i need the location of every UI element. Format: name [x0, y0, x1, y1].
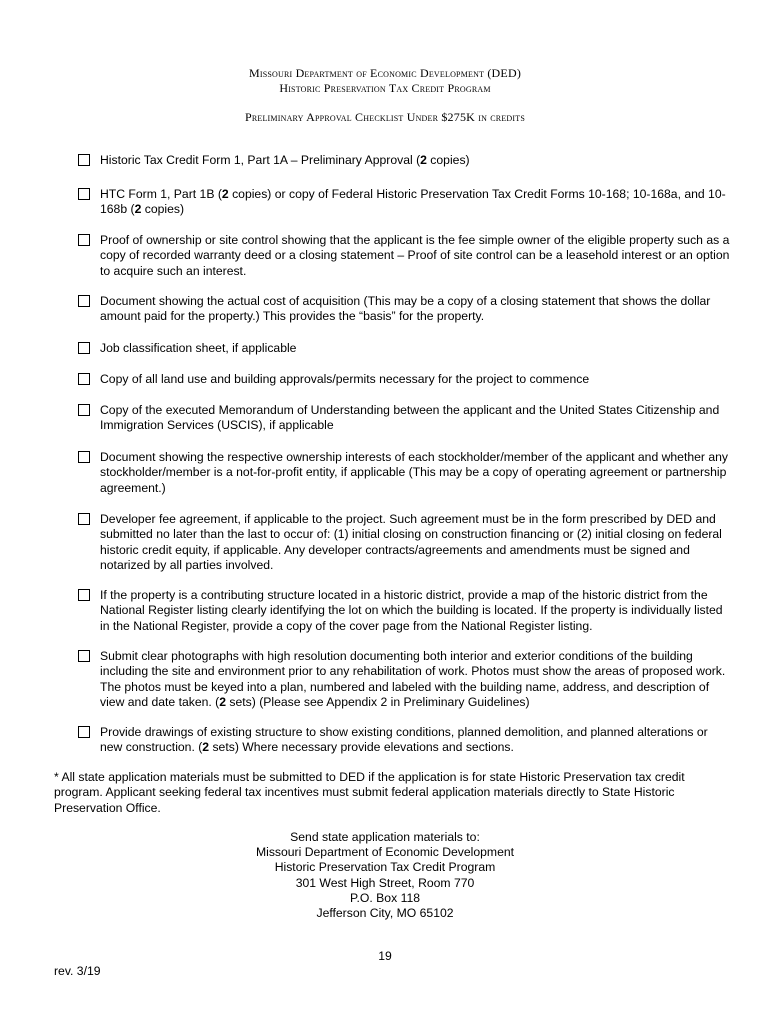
checklist-item [78, 403, 733, 434]
checklist-item-text: Proof of ownership or site control showing that the applicant is the fee simple owner of the eligible property such as a copy of recorded warranty deed or a closing statement – Proof of site control can be a leasehold interest or an option to acquire such an interest. [100, 233, 730, 278]
header-agency [0, 66, 770, 81]
checklist-item [78, 649, 733, 711]
checklist-item [78, 187, 733, 218]
checklist-item [78, 372, 733, 387]
checklist-item-text: Document showing the respective ownership interests of each stockholder/member of the applicant and whether any stockholder/member is a not-for-profit entity, if applicable (This may be a copy of operating agreement or partnership agreement.) [100, 450, 729, 495]
checklist-item-text: Document showing the actual cost of acquisition (This may be a copy of a closing statement that shows the dollar amount paid for the property.) This provides the “basis” for the property. [100, 294, 711, 324]
checklist-title-text: Preliminary Approval Checklist Under $275K in credits [244, 110, 526, 124]
checklist-item-text: Copy of the executed Memorandum of Understanding between the applicant and the United States Citizenship and Immigration Services (USCIS), if applicable [100, 403, 720, 433]
checklist-item-text: Copy of all land use and building approvals/permits necessary for the project to commence [100, 372, 590, 386]
submission-note: * All state application materials must be submitted to DED if the application is for state Historic Preservation tax credit program. Applicant seeking federal tax incentives must submit federal application materials directly to State Historic Preservation Office. [54, 770, 685, 815]
header-program-text: Historic Preservation Tax Credit Program [279, 81, 491, 95]
header-program [0, 81, 770, 96]
checklist-item [78, 512, 733, 574]
checklist-title [0, 110, 770, 125]
checkbox[interactable] [78, 404, 90, 416]
revision-label: rev. 3/19 [54, 964, 101, 978]
checkbox[interactable] [78, 726, 90, 738]
checklist-item-text: Provide drawings of existing structure to show existing conditions, planned demolition, and planned alterations or new construction. (2 sets) Where necessary provide elevations and sections. [100, 725, 708, 755]
checklist-item [78, 725, 733, 756]
checkbox[interactable] [78, 188, 90, 200]
checkbox[interactable] [78, 342, 90, 354]
checklist-item [78, 450, 733, 496]
checkbox[interactable] [78, 650, 90, 662]
page-number: 19 [378, 949, 392, 963]
address-intro: Send state application materials to: [290, 830, 480, 844]
checkbox[interactable] [78, 373, 90, 385]
address-line: Missouri Department of Economic Development [255, 845, 515, 860]
address-line: 301 West High Street, Room 770 [295, 875, 475, 890]
checkbox[interactable] [78, 154, 90, 166]
checklist-item [78, 233, 733, 279]
header-agency-text: Missouri Department of Economic Development (DED) [248, 66, 522, 80]
checklist-item [78, 341, 733, 356]
checklist-item-text: HTC Form 1, Part 1B (2 copies) or copy of Federal Historic Preservation Tax Credit Forms 10-168; 10-168a, and 10-168b (2 copies) [100, 187, 726, 217]
checklist-item-text: Historic Tax Credit Form 1, Part 1A – Preliminary Approval (2 copies) [100, 153, 470, 167]
checklist-item-text: Job classification sheet, if applicable [100, 341, 297, 355]
mailing-address [0, 830, 770, 921]
address-line: Jefferson City, MO 65102 [316, 906, 454, 921]
checkbox[interactable] [78, 513, 90, 525]
checklist-item-text: Submit clear photographs with high resolution documenting both interior and exterior conditions of the building including the site and environment prior to any rehabilitation of work. Photos must show the areas of proposed work. The photos must be keyed into a plan, numbered and labeled with the building name, address, and description of view and date taken. (2 sets) (Please see Appendix 2 in Preliminary Guidelines) [100, 649, 726, 710]
checklist-item-text: If the property is a contributing structure located in a historic district, provide a map of the historic district from the National Register listing clearly identifying the lot on which the building is located. If the property is individually listed in the National Register, provide a copy of the cover page from the National Register listing. [100, 588, 723, 633]
checkbox[interactable] [78, 234, 90, 246]
checklist-item [78, 588, 733, 634]
checkbox[interactable] [78, 589, 90, 601]
checkbox[interactable] [78, 451, 90, 463]
checklist-item [78, 294, 733, 325]
address-line: P.O. Box 118 [349, 890, 420, 905]
checkbox[interactable] [78, 295, 90, 307]
address-line: Historic Preservation Tax Credit Program [274, 860, 496, 875]
checklist-item [78, 153, 733, 168]
checklist-item-text: Developer fee agreement, if applicable to the project. Such agreement must be in the form prescribed by DED and submitted no later than the last to occur of: (1) initial closing on construction financing or (2) initial closing on federal historic credit equity, if applicable. Any developer contracts/agreements and amendments must be signed and notarized by all parties involved. [100, 512, 722, 573]
